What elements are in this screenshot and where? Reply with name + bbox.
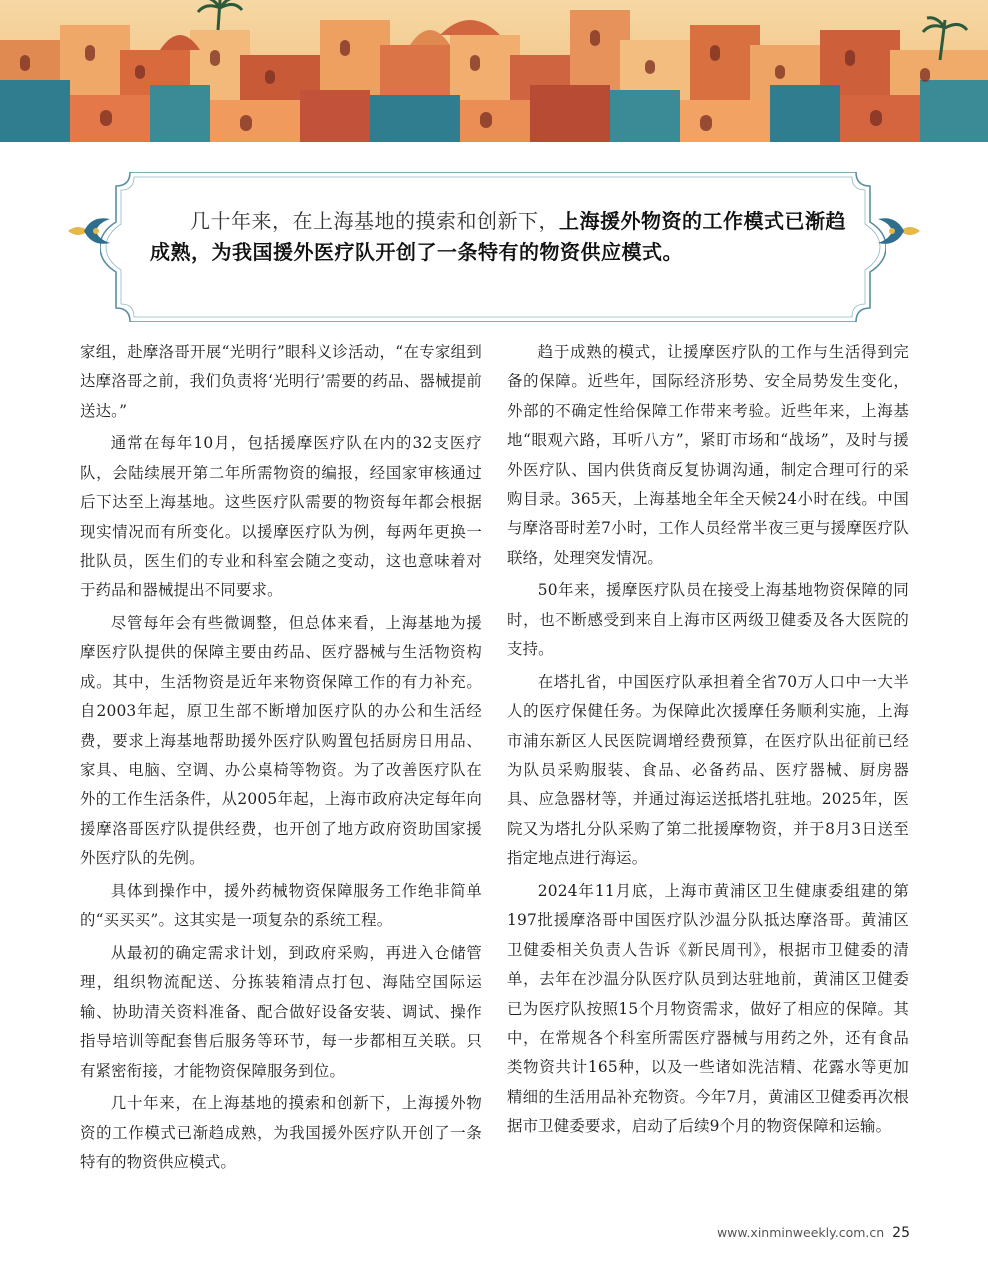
left-ornament-icon (66, 213, 112, 253)
pull-quote (150, 206, 850, 268)
page-footer (717, 1225, 910, 1241)
paragraph: 具体到操作中，援外药械物资保障服务工作绝非简单的“买买买”。这其实是一项复杂的系统工程。 (80, 881, 482, 930)
left-column (80, 338, 482, 1181)
right-ornament-icon (876, 213, 922, 253)
pull-quote-emphasis: 上海援外物资的工作模式已渐趋成熟，为我国援外医疗队开创了一条特有的物资供应模式。 (150, 209, 846, 264)
pull-quote-lead: 几十年来，在上海基地的摸索和创新下， (190, 209, 559, 233)
paragraph: 通常在每年10月，包括援摩医疗队在内的32支医疗队，会陆续展开第二年所需物资的编报，经国家审核通过后下达至上海基地。这些医疗队需要的物资每年都会根据现实情况而有所变化。以援摩医疗队为例，每两年更换一批队员，医生们的专业和科室会随之变动，这也意味着对于药品和器械提出不同要求。 (80, 434, 482, 600)
paragraph: 2024年11月底，上海市黄浦区卫生健康委组建的第197批援摩洛哥中国医疗队沙温分队抵达摩洛哥。黄浦区卫健委相关负责人告诉《新民周刊》，根据市卫健委的清单，去年在沙温分队医疗队员到达驻地前，黄浦区卫健委已为医疗队按照15个月物资需求，做好了相应的保障。其中，在常规各个科室所需医疗器械与用药之外，还有食品类物资共计165种，以及一些诸如洗洁精、花露水等更加精细的生活用品补充物资。今年7月，黄浦区卫健委再次根据市卫健委要求，启动了后续9个月的物资保障和运输。 (507, 881, 909, 1136)
right-column (507, 338, 909, 1145)
paragraph: 50年来，援摩医疗队员在接受上海基地物资保障的同时，也不断感受到来自上海市区两级卫健委及各大医院的支持。 (507, 581, 909, 659)
paragraph: 尽管每年会有些微调整，但总体来看，上海基地为援摩医疗队提供的保障主要由药品、医疗器械与生活物资构成。其中，生活物资是近年来物资保障工作的有力补充。自2003年起，原卫生部不断增加医疗队的办公和生活经费，要求上海基地帮助援外医疗队购置包括厨房日用品、家具、电脑、空调、办公桌椅等物资。为了改善医疗队在外的工作生活条件，从2005年起，上海市政府决定每年向援摩洛哥医疗队提供经费，也开创了地方政府资助国家援外医疗队的先例。 (80, 614, 482, 868)
paragraph: 从最初的确定需求计划，到政府采购，再进入仓储管理，组织物流配送、分拣装箱清点打包、海陆空国际运输、协助清关资料准备、配合做好设备安装、调试、操作指导培训等配套售后服务等环节，每一步都相互关联。只有紧密衔接，才能物资保障服务到位。 (80, 943, 482, 1080)
paragraph: 家组，赴摩洛哥开展“光明行”眼科义诊活动，“在专家组到达摩洛哥之前，我们负责将‘光明行’需要的药品、器械提前送达。” (80, 343, 482, 420)
page-number: 25 (892, 1225, 910, 1241)
paragraph: 几十年来，在上海基地的摸索和创新下，上海援外物资的工作模式已渐趋成熟，为我国援外医疗队开创了一条特有的物资供应模式。 (80, 1094, 482, 1171)
paragraph: 在塔扎省，中国医疗队承担着全省70万人口中一大半人的医疗保健任务。为保障此次援摩任务顺利实施，上海市浦东新区人民医院调增经费预算，在医疗队出征前已经为队员采购服装、食品、必备药品、医疗器械、厨房器具、应急器材等，并通过海运送抵塔扎驻地。2025年，医院又为塔扎分队采购了第二批援摩物资，并于8月3日送至指定地点进行海运。 (507, 672, 909, 868)
footer-url: www.xinminweekly.com.cn (716, 1225, 885, 1240)
header-illustration (0, 0, 988, 142)
paragraph: 趋于成熟的模式，让援摩医疗队的工作与生活得到完备的保障。近些年，国际经济形势、安全局势发生变化，外部的不确定性给保障工作带来考验。近些年来，上海基地“眼观六路，耳听八方”，紧盯市场和“战场”，及时与援外医疗队、国内供货商反复协调沟通，制定合理可行的采购目录。365天，上海基地全年全天候24小时在线。中国与摩洛哥时差7小时，工作人员经常半夜三更与援摩医疗队联络，处理突发情况。 (507, 343, 909, 567)
